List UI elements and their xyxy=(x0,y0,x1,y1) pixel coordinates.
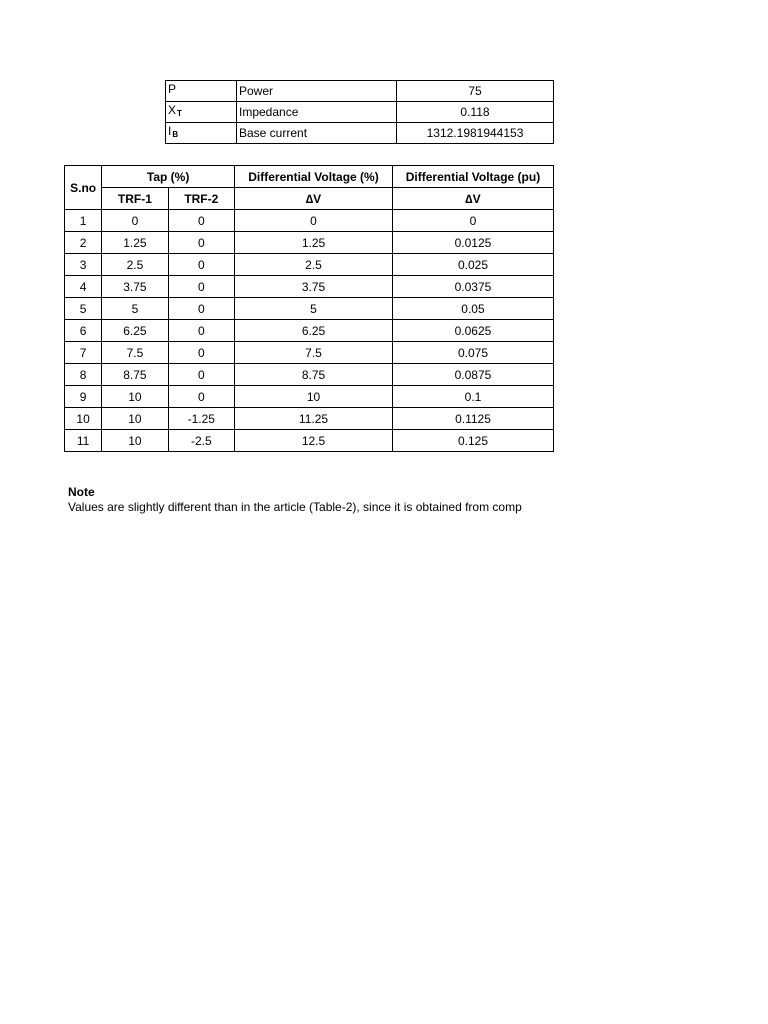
cell-diff-voltage-pu: 0.05 xyxy=(392,298,553,320)
parameter-value: 75 xyxy=(397,81,554,102)
cell-sno: 11 xyxy=(65,430,102,452)
note-title: Note xyxy=(68,485,95,499)
parameter-table-body xyxy=(166,81,554,144)
cell-sno: 8 xyxy=(65,364,102,386)
parameter-symbol-letter: P xyxy=(168,82,177,96)
cell-trf1: 2.5 xyxy=(102,254,168,276)
cell-trf2: 0 xyxy=(168,364,234,386)
cell-diff-voltage-pu: 0.125 xyxy=(392,430,553,452)
tap-voltage-table xyxy=(64,165,554,452)
table-row xyxy=(65,276,554,298)
cell-diff-voltage-pct: 6.25 xyxy=(235,320,393,342)
table-row xyxy=(65,364,554,386)
cell-trf2: 0 xyxy=(168,342,234,364)
parameter-row xyxy=(166,81,554,102)
cell-sno: 7 xyxy=(65,342,102,364)
table-row xyxy=(65,232,554,254)
cell-diff-voltage-pct: 10 xyxy=(235,386,393,408)
cell-trf1: 10 xyxy=(102,430,168,452)
header-diff-voltage-pu: Differential Voltage (pu) xyxy=(392,166,553,188)
cell-diff-voltage-pu: 0.0625 xyxy=(392,320,553,342)
cell-trf2: 0 xyxy=(168,386,234,408)
parameter-symbol xyxy=(166,102,237,123)
table-row xyxy=(65,386,554,408)
cell-trf2: 0 xyxy=(168,276,234,298)
header-trf1: TRF-1 xyxy=(102,188,168,210)
note-text: Values are slightly different than in the article (Table-2), since it is obtained from comp xyxy=(68,500,522,514)
header-row-1 xyxy=(65,166,554,188)
parameter-symbol xyxy=(166,81,237,102)
header-sno: S.no xyxy=(65,166,102,210)
cell-trf2: -1.25 xyxy=(168,408,234,430)
cell-trf1: 5 xyxy=(102,298,168,320)
cell-trf1: 7.5 xyxy=(102,342,168,364)
cell-trf1: 10 xyxy=(102,386,168,408)
cell-diff-voltage-pu: 0.0375 xyxy=(392,276,553,298)
header-row-2 xyxy=(65,188,554,210)
cell-trf1: 10 xyxy=(102,408,168,430)
cell-sno: 10 xyxy=(65,408,102,430)
parameter-symbol-letter: I xyxy=(168,124,172,138)
parameter-name: Power xyxy=(237,81,397,102)
parameter-row xyxy=(166,123,554,144)
cell-sno: 9 xyxy=(65,386,102,408)
parameter-value: 1312.1981944153 xyxy=(397,123,554,144)
cell-trf1: 0 xyxy=(102,210,168,232)
cell-sno: 3 xyxy=(65,254,102,276)
table-row xyxy=(65,342,554,364)
cell-diff-voltage-pct: 12.5 xyxy=(235,430,393,452)
parameter-symbol-subscript: T xyxy=(177,109,182,118)
header-trf2: TRF-2 xyxy=(168,188,234,210)
parameter-symbol-subscript: B xyxy=(172,130,179,139)
cell-diff-voltage-pu: 0 xyxy=(392,210,553,232)
parameter-symbol xyxy=(166,123,237,144)
cell-trf1: 3.75 xyxy=(102,276,168,298)
cell-diff-voltage-pu: 0.0875 xyxy=(392,364,553,386)
cell-diff-voltage-pu: 0.1125 xyxy=(392,408,553,430)
cell-diff-voltage-pct: 2.5 xyxy=(235,254,393,276)
cell-diff-voltage-pct: 5 xyxy=(235,298,393,320)
cell-trf1: 1.25 xyxy=(102,232,168,254)
parameter-value: 0.118 xyxy=(397,102,554,123)
table-row xyxy=(65,408,554,430)
parameter-table xyxy=(165,80,554,144)
table-row xyxy=(65,320,554,342)
cell-sno: 2 xyxy=(65,232,102,254)
cell-diff-voltage-pct: 0 xyxy=(235,210,393,232)
cell-sno: 1 xyxy=(65,210,102,232)
table-row xyxy=(65,298,554,320)
cell-diff-voltage-pu: 0.1 xyxy=(392,386,553,408)
header-tap: Tap (%) xyxy=(102,166,235,188)
table-header xyxy=(65,166,554,210)
note-block xyxy=(68,485,554,515)
header-diff-voltage-pct: Differential Voltage (%) xyxy=(235,166,393,188)
cell-trf1: 6.25 xyxy=(102,320,168,342)
cell-sno: 4 xyxy=(65,276,102,298)
cell-trf1: 8.75 xyxy=(102,364,168,386)
cell-sno: 5 xyxy=(65,298,102,320)
parameter-name: Base current xyxy=(237,123,397,144)
cell-diff-voltage-pu: 0.0125 xyxy=(392,232,553,254)
table-row xyxy=(65,254,554,276)
cell-diff-voltage-pct: 1.25 xyxy=(235,232,393,254)
cell-trf2: -2.5 xyxy=(168,430,234,452)
cell-sno: 6 xyxy=(65,320,102,342)
cell-trf2: 0 xyxy=(168,232,234,254)
parameter-row xyxy=(166,102,554,123)
parameter-symbol-letter: X xyxy=(168,103,177,117)
header-delta-v-pct: ∆V xyxy=(235,188,393,210)
cell-trf2: 0 xyxy=(168,298,234,320)
cell-diff-voltage-pu: 0.025 xyxy=(392,254,553,276)
table-body xyxy=(65,210,554,452)
parameter-name: Impedance xyxy=(237,102,397,123)
cell-diff-voltage-pu: 0.075 xyxy=(392,342,553,364)
cell-diff-voltage-pct: 8.75 xyxy=(235,364,393,386)
cell-diff-voltage-pct: 7.5 xyxy=(235,342,393,364)
table-row xyxy=(65,430,554,452)
header-delta-v-pu: ∆V xyxy=(392,188,553,210)
cell-diff-voltage-pct: 3.75 xyxy=(235,276,393,298)
table-row xyxy=(65,210,554,232)
cell-trf2: 0 xyxy=(168,320,234,342)
cell-trf2: 0 xyxy=(168,210,234,232)
cell-diff-voltage-pct: 11.25 xyxy=(235,408,393,430)
cell-trf2: 0 xyxy=(168,254,234,276)
